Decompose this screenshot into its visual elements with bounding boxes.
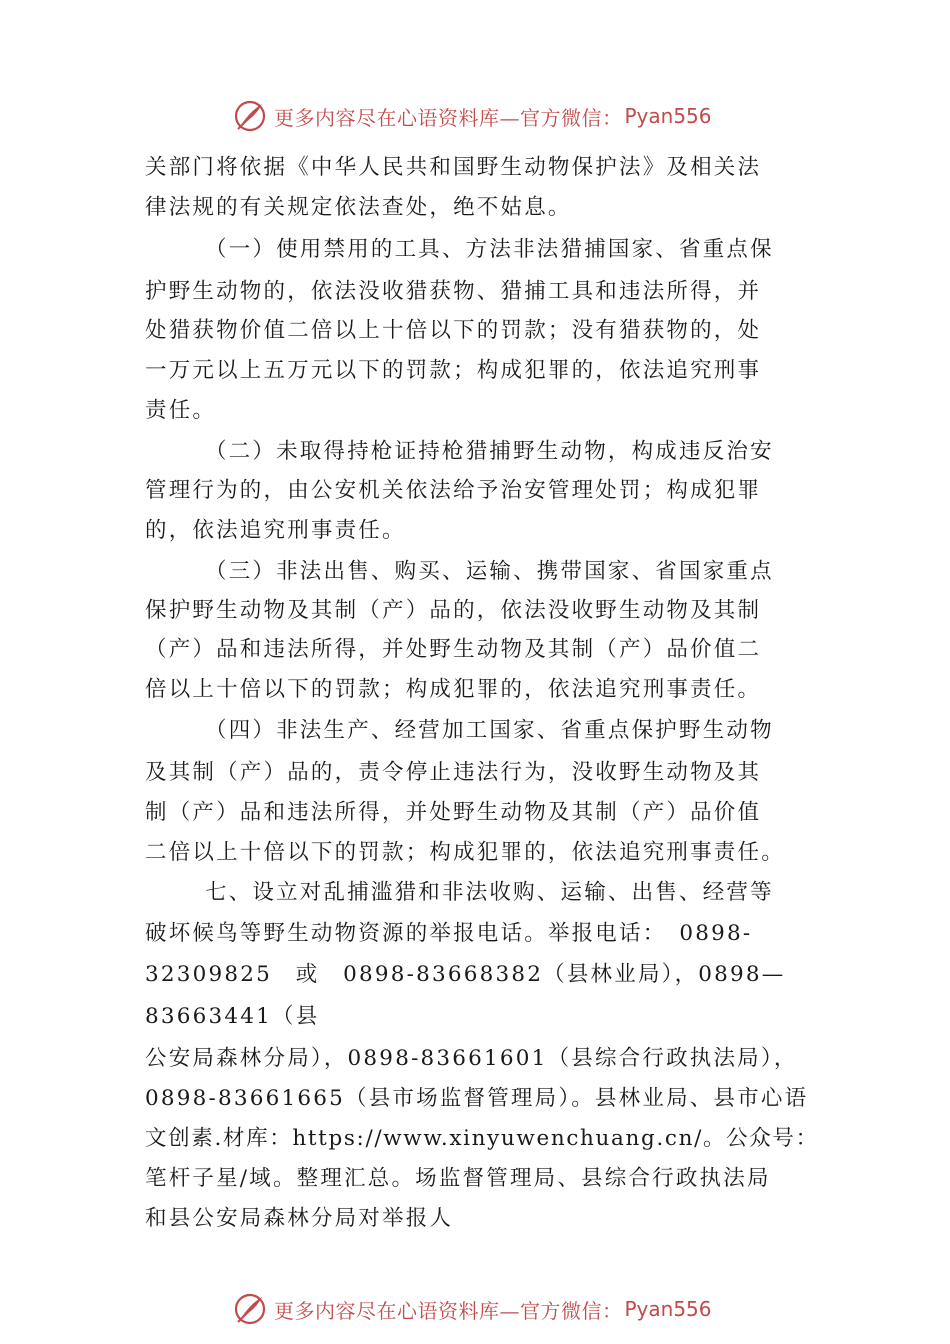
text-line: 文创素.材库：https://www.xinyuwenchuang.cn/。公众号：	[145, 1126, 819, 1151]
text-line: 倍以上十倍以下的罚款；构成犯罪的，依法追究刑事责任。	[145, 677, 762, 702]
text-line: 律法规的有关规定依法查处，绝不姑息。	[145, 195, 572, 220]
text-line: 保护野生动物及其制（产）品的，依法没收野生动物及其制	[145, 598, 762, 623]
feather-pen-logo-icon	[232, 1291, 268, 1327]
text-line: 和县公安局森林分局对举报人	[145, 1206, 454, 1231]
text-line: （产）品和违法所得，并处野生动物及其制（产）品价值二	[145, 637, 762, 662]
text-line: 83663441（县	[145, 1004, 320, 1029]
text-line: 二倍以上十倍以下的罚款；构成犯罪的，依法追究刑事责任。	[145, 840, 785, 865]
watermark-account: Pyan556	[624, 104, 712, 128]
text-line: 32309825 或 0898-83668382（县林业局），0898—	[145, 962, 786, 987]
text-line: 及其制（产）品的，责令停止违法行为，没收野生动物及其	[145, 760, 762, 785]
text-line: 护野生动物的，依法没收猎获物、猎捕工具和违法所得，并	[145, 279, 762, 304]
text-line: 破坏候鸟等野生动物资源的举报电话。举报电话： 0898-	[145, 921, 753, 946]
text-line: 管理行为的，由公安机关依法给予治安管理处罚；构成犯罪	[145, 478, 762, 503]
text-line: （二）未取得持枪证持枪猎捕野生动物，构成违反治安	[205, 439, 774, 464]
footer-watermark	[0, 1289, 950, 1329]
text-line: （三）非法出售、购买、运输、携带国家、省国家重点	[205, 559, 774, 584]
text-line: 公安局森林分局），0898-83661601（县综合行政执法局），	[145, 1046, 798, 1071]
text-line: 0898-83661665（县市场监督管理局）。县林业局、县市心语	[145, 1086, 809, 1111]
text-line: 责任。	[145, 398, 217, 423]
feather-pen-logo-icon	[232, 98, 268, 134]
header-watermark	[0, 96, 950, 136]
watermark-text: 更多内容尽在心语资料库—官方微信：	[274, 105, 623, 130]
text-line: 七、设立对乱捕滥猎和非法收购、运输、出售、经营等	[205, 880, 774, 905]
watermark-text: 更多内容尽在心语资料库—官方微信：	[274, 1298, 623, 1323]
text-line: 关部门将依据《中华人民共和国野生动物保护法》及相关法	[145, 155, 762, 180]
text-line: 笔杆子星/域。整理汇总。场监督管理局、县综合行政执法局	[145, 1166, 771, 1191]
watermark-group	[232, 96, 712, 136]
watermark-group	[232, 1289, 712, 1329]
text-line: 制（产）品和违法所得，并处野生动物及其制（产）品价值	[145, 800, 762, 825]
text-line: 的，依法追究刑事责任。	[145, 518, 406, 543]
text-line: 处猎获物价值二倍以上十倍以下的罚款；没有猎获物的，处	[145, 318, 762, 343]
text-line: （四）非法生产、经营加工国家、省重点保护野生动物	[205, 718, 774, 743]
text-line: （一）使用禁用的工具、方法非法猎捕国家、省重点保	[205, 237, 774, 262]
watermark-account: Pyan556	[624, 1297, 712, 1321]
text-line: 一万元以上五万元以下的罚款；构成犯罪的，依法追究刑事	[145, 358, 762, 383]
